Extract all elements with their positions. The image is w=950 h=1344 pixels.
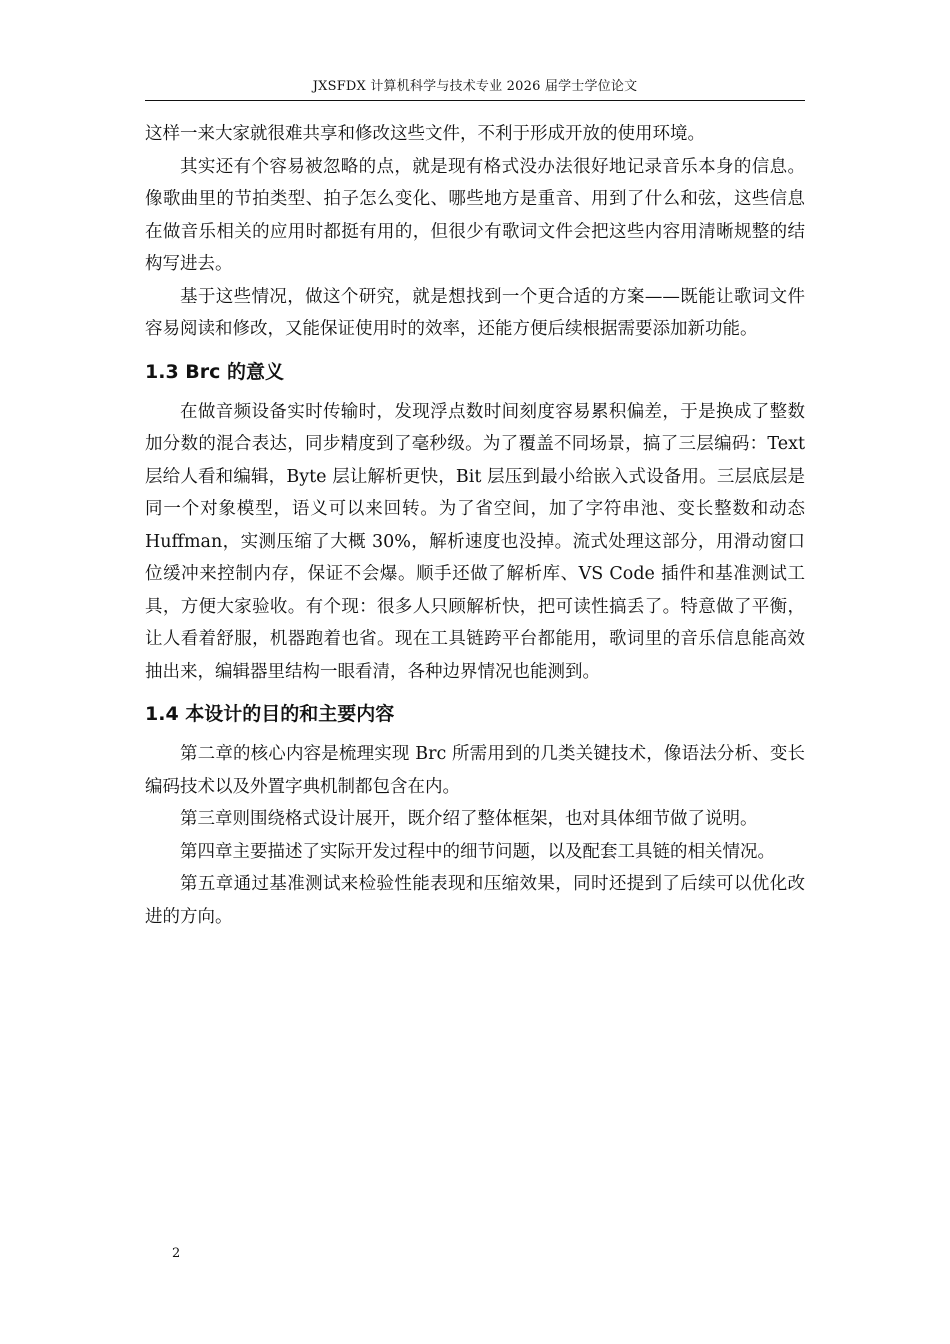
paragraph-chapter-3: 第三章则围绕格式设计展开，既介绍了整体框架，也对具体细节做了说明。 <box>180 809 758 829</box>
running-header: JXSFDX 计算机科学与技术专业 2026 届学士学位论文 <box>312 79 638 94</box>
header-rule <box>145 100 805 101</box>
section-heading-1-3: 1.3 Brc 的意义 <box>145 360 285 383</box>
paragraph-chapter-4: 第四章主要描述了实际开发过程中的细节问题，以及配套工具链的相关情况。 <box>180 841 775 862</box>
page-number: 2 <box>172 1246 181 1261</box>
paragraph-music-info: 其实还有个容易被忽略的点，就是现有格式没办法很好地记录音乐本身的信息。像歌曲里的节拍类型、拍子怎么变化、哪些地方是重音、用到了什么和弦，这些信息在做音乐相关的应用时都挺有用的，但很少有歌词文件会把这些内容用清晰规整的结构写进去。 <box>145 156 805 274</box>
body-text <box>145 118 805 933</box>
paragraph-chapter-5: 第五章通过基准测试来检验性能表现和压缩效果，同时还提到了后续可以优化改进的方向。 <box>145 874 805 927</box>
paragraph-research-goal: 基于这些情况，做这个研究，就是想找到一个更合适的方案——既能让歌词文件容易阅读和修改，又能保证使用时的效率，还能方便后续根据需要添加新功能。 <box>145 286 805 339</box>
paragraph-brc-significance: 在做音频设备实时传输时，发现浮点数时间刻度容易累积偏差，于是换成了整数加分数的混合表达，同步精度到了毫秒级。为了覆盖不同场景，搞了三层编码：Text 层给人看和编辑，Byte 层让解析更快，Bit 层压到最小给嵌入式设备用。三层底层是同一个对象模型，语义可以来回转。为了省空间，加了字符串池、变长整数和动态 Huffman，实测压缩了大概 30%，解析速度也没掉。流式处理这部分，用滑动窗口位缓冲来控制内存，保证不会爆。顺手还做了解析库、VS Code 插件和基准测试工具，方便大家验收。有个现：很多人只顾解析快，把可读性搞丢了。特意做了平衡，让人看着舒服，机器跑着也省。现在工具链跨平台都能用，歌词里的音乐信息能高效抽出来，编辑器里结构一眼看清，各种边界情况也能测到。 <box>145 401 805 682</box>
paragraph-chapter-2: 第二章的核心内容是梳理实现 Brc 所需用到的几类关键技术，像语法分析、变长编码技术以及外置字典机制都包含在内。 <box>145 744 805 797</box>
paragraph-continuation: 这样一来大家就很难共享和修改这些文件，不利于形成开放的使用环境。 <box>145 124 705 144</box>
section-heading-1-4: 1.4 本设计的目的和主要内容 <box>145 703 395 725</box>
